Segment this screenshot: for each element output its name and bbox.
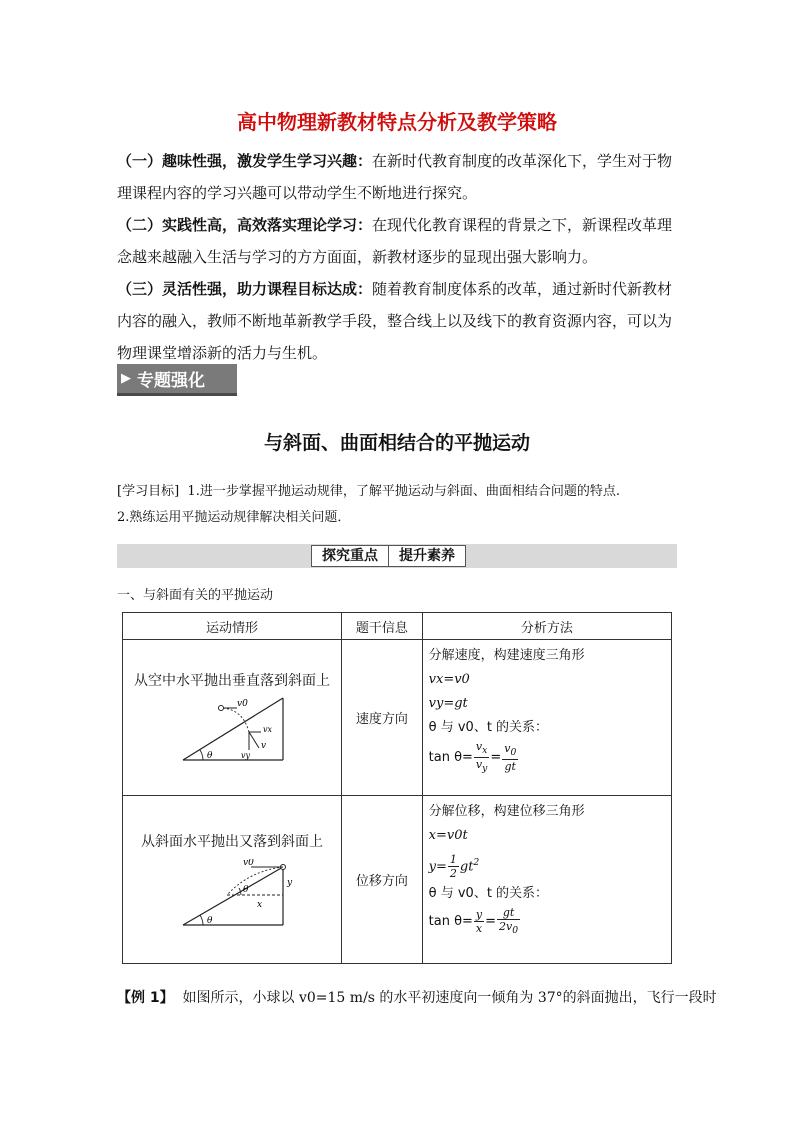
- feature-lead-2: （二）实践性高，高效落实理论学习：: [117, 216, 373, 234]
- lesson-title: 与斜面、曲面相结合的平抛运动: [263, 432, 530, 454]
- figure2-x-label: x: [257, 899, 263, 910]
- figure2-v0-label: v0: [243, 858, 254, 868]
- feature-lead-3: （三）灵活性强，助力课程目标达成：: [117, 280, 373, 298]
- method-title-2: 分解位移，构建位移三角形: [428, 804, 585, 819]
- topic-banner: [117, 364, 237, 396]
- learning-goals-tag: [学习目标]: [117, 484, 180, 499]
- feature-paragraph-2: [117, 209, 679, 273]
- situation-text-1: 从空中水平抛出垂直落到斜面上: [134, 672, 330, 689]
- figure2-y-label: y: [287, 877, 293, 888]
- tab-improve-literacy: 提升素养: [388, 546, 465, 566]
- feature-text-1: 在新时代教育制度的改革深化下，学生对于物理课程内容的学习兴趣可以带动学生不断地进行探究。: [117, 152, 673, 202]
- feature-paragraph-3: [117, 273, 679, 369]
- figure2-theta-inner-label: θ: [243, 884, 249, 895]
- section-bar: [117, 544, 677, 568]
- method-cell-2: [422, 796, 671, 964]
- page-title: 高中物理新教材特点分析及教学策略: [237, 110, 557, 134]
- section-tabs: [311, 545, 466, 567]
- analysis-table: [122, 612, 672, 964]
- example-tag: 【例 1】: [117, 990, 174, 1006]
- method-title-1: 分解速度，构建速度三角形: [428, 648, 585, 663]
- tan-equation-1: tan θ= $\frac{v_x}{v_y}$ = $\frac{v_0}{gt}$: [428, 740, 517, 775]
- figure1-v0-label: v0: [237, 698, 248, 709]
- figure1-vy-label: vy: [241, 750, 251, 760]
- feature-paragraph-1: [117, 145, 679, 209]
- header-method: 分析方法: [422, 613, 671, 640]
- section-heading: 一、与斜面有关的平抛运动: [117, 588, 274, 603]
- figure1-theta-label: θ: [207, 750, 213, 761]
- feature-text-2: 在现代化教育课程的背景之下，新课程改革理念越来越融入生活与学习的方方面面，新教材逐步的显现出强大影响力。: [117, 216, 673, 266]
- table-row: [123, 796, 672, 964]
- learning-goals-line-2: [117, 506, 682, 530]
- header-info: 题干信息: [342, 613, 423, 640]
- situation-cell-1: [123, 640, 342, 796]
- figure1-vx-label: vx: [263, 724, 273, 734]
- tan-label-2: tan θ=: [428, 914, 473, 930]
- relation-label-2: θ 与 v0、t 的关系：: [428, 886, 549, 902]
- triangle-arrow-icon: ▶: [121, 371, 131, 386]
- equation-vx: vx=v0: [428, 672, 470, 687]
- relation-label-1: θ 与 v0、t 的关系：: [428, 720, 549, 735]
- example-text: 如图所示，小球以 v0=15 m/s 的水平初速度向一倾角为 37°的斜面抛出，飞行一段时: [182, 990, 717, 1006]
- info-cell-2: 位移方向: [342, 796, 423, 964]
- equation-x: x=v0t: [428, 828, 468, 843]
- table-row: [123, 640, 672, 796]
- figure-displacement-incline: [123, 859, 341, 929]
- situation-text-2: 从斜面水平抛出又落到斜面上: [141, 833, 323, 850]
- equation-vy: vy=gt: [428, 696, 468, 711]
- learning-goals-line-1: [117, 480, 682, 504]
- feature-text-3: 随着教育制度体系的改革，通过新时代新教材内容的融入，教师不断地革新教学手段，整合线上以及线下的教育资源内容，可以为物理课堂增添新的活力与生机。: [117, 280, 673, 362]
- example-1: [117, 986, 717, 1010]
- info-cell-1: 速度方向: [342, 640, 423, 796]
- feature-lead-1: （一）趣味性强，激发学生学习兴趣：: [117, 152, 373, 170]
- equation-y-prefix: y=: [428, 859, 447, 875]
- learning-goal-1: 1.进一步掌握平抛运动规律，了解平抛运动与斜面、曲面相结合问题的特点.: [187, 484, 620, 499]
- learning-goal-2: 2.熟练运用平抛运动规律解决相关问题．: [117, 510, 351, 525]
- tan-equation-2: tan θ= $\frac{y}{x}$ = $\frac{gt}{2v_0}$: [428, 906, 519, 937]
- figure1-v-label: v: [261, 740, 267, 751]
- equation-y: y= $\frac{1}{2}$ $gt^2$: [428, 853, 480, 881]
- situation-cell-2: [123, 796, 342, 964]
- banner-label: 专题强化: [137, 371, 205, 391]
- tab-key-points: 探究重点: [322, 548, 378, 564]
- figure-velocity-incline: [123, 696, 341, 766]
- table-header-row: [123, 613, 672, 640]
- header-situation: 运动情形: [123, 613, 342, 640]
- tan-label-1: tan θ=: [428, 750, 473, 766]
- method-cell-1: [422, 640, 671, 796]
- figure2-theta-label: θ: [207, 915, 213, 926]
